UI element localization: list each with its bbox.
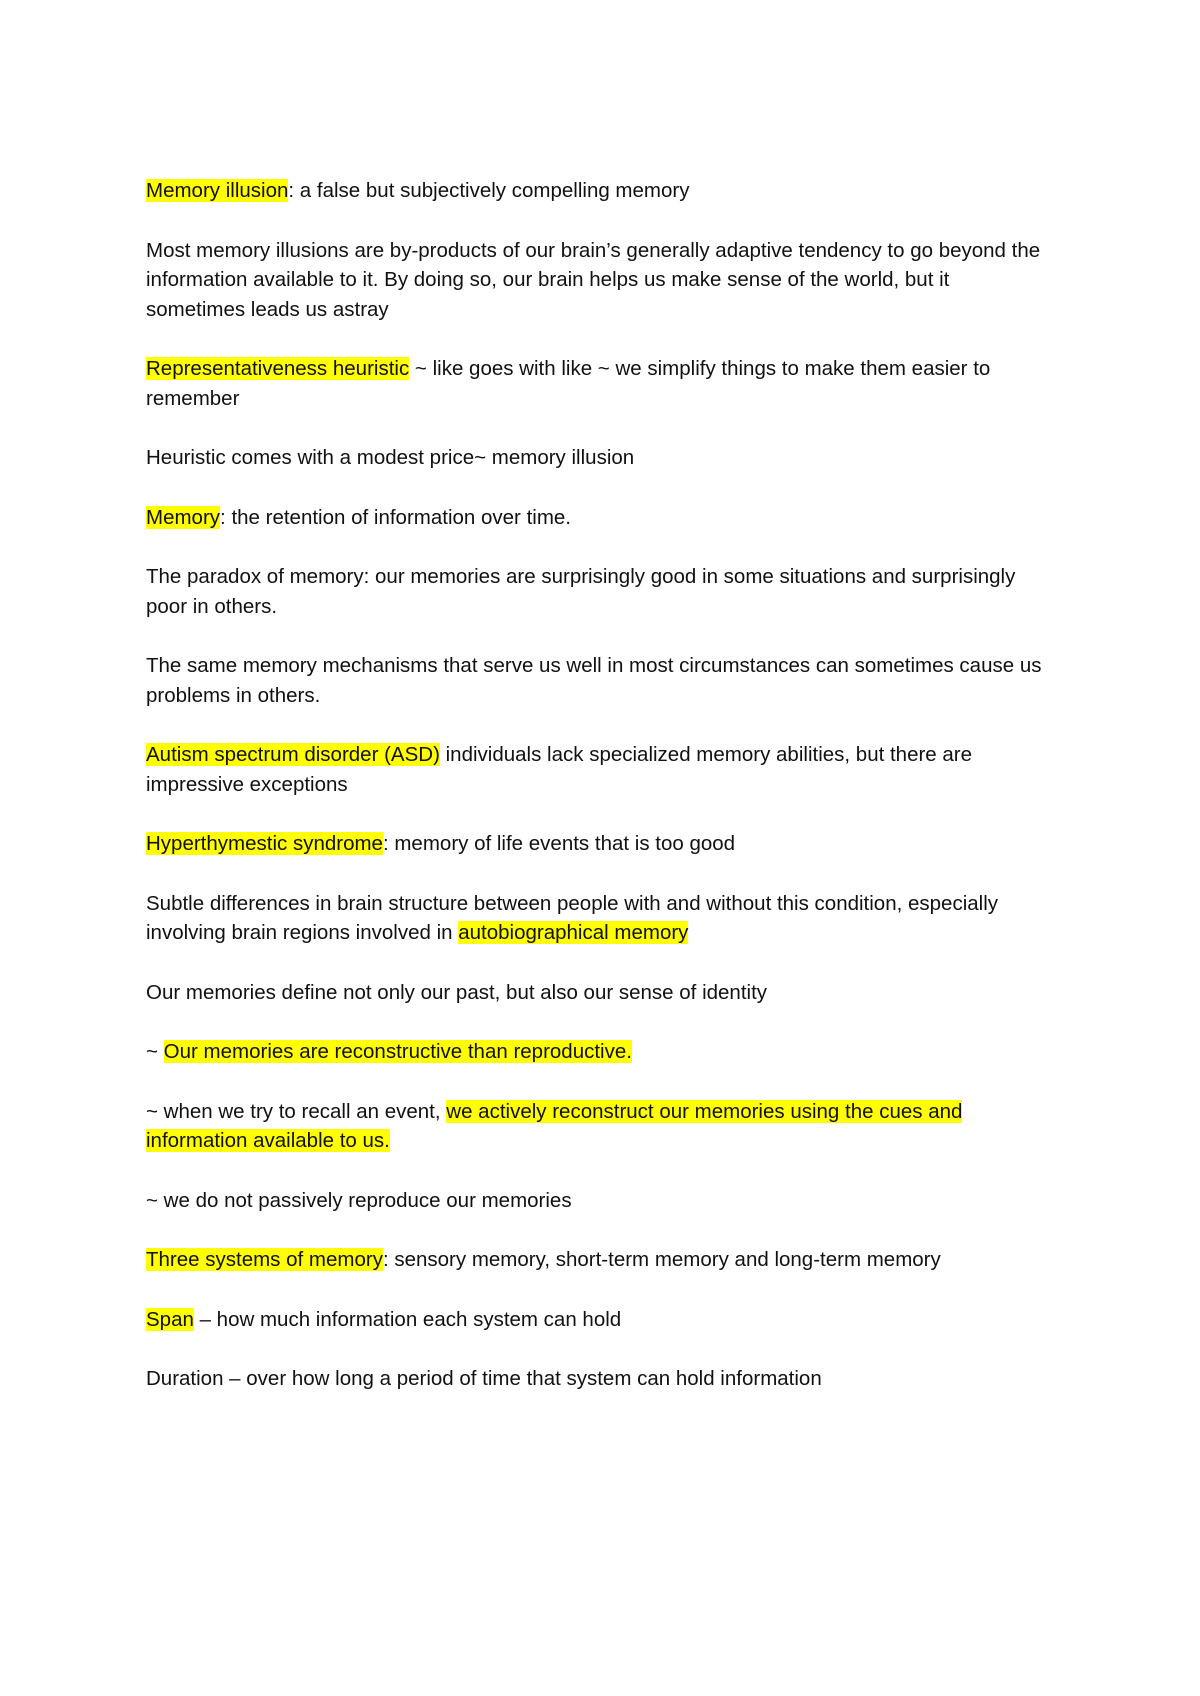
paragraph-text: Heuristic comes with a modest price~ memory illusion	[146, 446, 635, 469]
paragraph-text: ~	[146, 1040, 164, 1063]
paragraph-text: The same memory mechanisms that serve us well in most circumstances can sometimes cause us problems in others.	[146, 654, 1042, 707]
paragraph-text: The paradox of memory: our memories are surprisingly good in some situations and surprisingly poor in others.	[146, 565, 1016, 618]
highlighted-term: we actively reconstruct our memories using the cues and information available to us.	[146, 1099, 963, 1152]
paragraph-text: Our memories define not only our past, but also our sense of identity	[146, 980, 768, 1004]
paragraph	[146, 1305, 1046, 1335]
paragraph-text: ~ we do not passively reproduce our memories	[146, 1188, 572, 1212]
paragraph	[146, 889, 1046, 948]
paragraph	[146, 1186, 1046, 1216]
paragraph	[146, 829, 1046, 859]
paragraph-text: ~ when we try to recall an event,	[146, 1099, 447, 1123]
paragraph-text: : sensory memory, short-term memory and long-term memory	[382, 1248, 941, 1271]
highlighted-term: Hyperthymestic syndrome	[146, 832, 383, 855]
paragraph-text: – how much information each system can hold	[193, 1307, 622, 1331]
paragraph	[146, 1037, 1046, 1067]
highlighted-term: Span	[146, 1307, 194, 1331]
paragraph	[146, 978, 1046, 1008]
highlighted-term: Our memories are reconstructive than reproductive.	[163, 1040, 632, 1063]
document-body	[146, 176, 1046, 1424]
paragraph-text: individuals lack specialized memory abilities, but there are impressive exceptions	[146, 743, 973, 796]
paragraph	[146, 1245, 1046, 1275]
highlighted-term: Representativeness heuristic	[146, 357, 410, 380]
highlighted-term: Memory	[146, 505, 221, 529]
paragraph	[146, 236, 1046, 325]
paragraph-text: : a false but subjectively compelling memory	[288, 179, 690, 202]
highlighted-term: Autism spectrum disorder (ASD)	[146, 743, 440, 766]
highlighted-term: Memory illusion	[146, 179, 289, 202]
paragraph-text: ~ like goes with like ~ we simplify things to make them easier to remember	[146, 357, 991, 410]
paragraph	[146, 651, 1046, 710]
paragraph-text: : the retention of information over time.	[220, 505, 571, 529]
paragraph	[146, 1364, 1046, 1394]
paragraph	[146, 354, 1046, 413]
paragraph	[146, 503, 1046, 533]
paragraph	[146, 1097, 1046, 1156]
paragraph	[146, 740, 1046, 799]
paragraph-text: Most memory illusions are by-products of our brain’s generally adaptive tendency to go beyond the information available to it. By doing so, our brain helps us make sense of the world, but it sometimes leads us astray	[146, 238, 1041, 321]
highlighted-term: autobiographical memory	[458, 921, 689, 944]
paragraph-text: Subtle differences in brain structure between people with and without this condition, especially involving brain regions involved in	[146, 891, 999, 944]
paragraph-text: : memory of life events that is too good	[382, 832, 736, 855]
highlighted-term: Three systems of memory	[146, 1248, 383, 1271]
paragraph	[146, 443, 1046, 473]
paragraph-text: Duration – over how long a period of time that system can hold information	[146, 1367, 822, 1390]
paragraph	[146, 562, 1046, 621]
paragraph	[146, 176, 1046, 206]
